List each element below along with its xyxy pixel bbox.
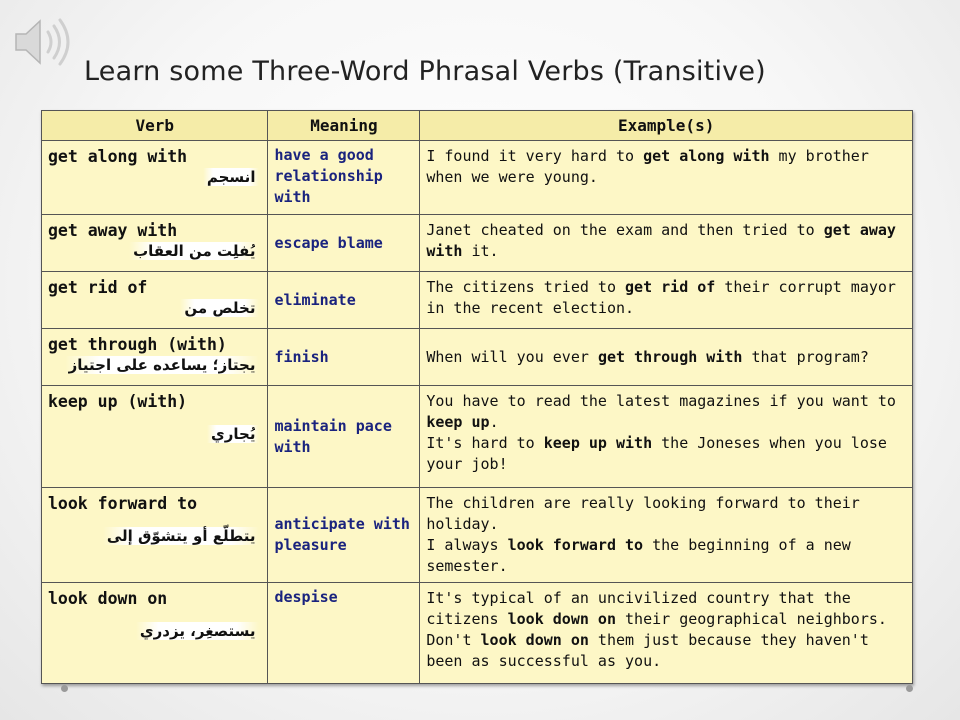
example-fragment: I always	[426, 536, 508, 554]
example-fragment: the Joneses when you lose your job!	[426, 434, 887, 473]
arabic-translation-text: يُجاري	[207, 425, 259, 443]
example-cell	[420, 488, 913, 583]
slide-corner-dot	[61, 685, 68, 692]
verb-text: keep up (with)	[48, 392, 188, 411]
meaning-text: have a good relationship with	[274, 146, 383, 206]
meaning-cell	[268, 141, 420, 215]
example-fragment: Janet cheated on the exam and then tried to	[426, 221, 824, 239]
example-sentence	[426, 146, 906, 188]
example-sentence	[426, 493, 906, 535]
phrasal-verb-highlight: look forward to	[507, 536, 644, 554]
table-row	[42, 215, 913, 272]
table-row	[42, 583, 913, 684]
phrasal-verb-highlight: look down on	[480, 631, 589, 649]
page-title: Learn some Three-Word Phrasal Verbs (Transitive)	[84, 56, 766, 87]
meaning-text: anticipate with pleasure	[274, 515, 410, 554]
example-sentence	[426, 535, 906, 577]
table-header-row	[42, 111, 913, 141]
speaker-volume-icon[interactable]	[10, 12, 76, 72]
example-fragment: them just because they haven't been as successful as you.	[426, 631, 869, 670]
header-meaning: Meaning	[268, 111, 420, 141]
meaning-cell	[268, 488, 420, 583]
arabic-translation	[42, 297, 267, 317]
example-text	[420, 386, 912, 480]
example-fragment: that program?	[742, 347, 869, 366]
slide-corner-dot	[906, 685, 913, 692]
arabic-translation-text: يجتاز؛ يساعده على اجتياز	[65, 356, 260, 374]
example-sentence	[426, 347, 906, 368]
verb-cell	[42, 386, 268, 488]
example-cell	[420, 329, 913, 386]
example-fragment: their corrupt mayor in the recent election.	[426, 278, 896, 317]
phrasal-verb-highlight: get along with	[643, 147, 770, 165]
example-text	[420, 215, 912, 267]
arabic-translation	[42, 513, 267, 545]
example-fragment: The citizens tried to	[426, 278, 626, 296]
arabic-translation	[42, 240, 267, 260]
arabic-translation-text: يتطلّع أو يتشوّق إلى	[103, 527, 260, 545]
verb-cell	[42, 141, 268, 215]
example-sentence	[426, 220, 906, 262]
table-row	[42, 272, 913, 329]
example-fragment: my brother when we were young.	[426, 147, 869, 186]
arabic-translation	[42, 411, 267, 443]
arabic-translation-text: يُفلِت من العقاب	[129, 242, 259, 260]
table-row	[42, 141, 913, 215]
example-fragment: You have to read the latest magazines if you want to	[426, 392, 896, 410]
example-fragment: .	[489, 413, 499, 431]
verb-text: get rid of	[48, 278, 148, 297]
example-fragment: It's typical of an uncivilized country that the citizens	[426, 589, 851, 628]
example-sentence	[426, 391, 906, 433]
example-fragment: the beginning of a new semester.	[426, 536, 851, 575]
phrasal-verb-highlight: get away with	[426, 221, 896, 260]
example-cell	[420, 272, 913, 329]
example-sentence	[426, 588, 906, 630]
example-cell	[420, 386, 913, 488]
example-cell	[420, 141, 913, 215]
meaning-text: maintain pace with	[274, 416, 392, 456]
meaning-cell	[268, 329, 420, 386]
verb-cell	[42, 272, 268, 329]
meaning-text: eliminate	[274, 290, 356, 309]
verb-text: get away with	[48, 221, 178, 240]
verb-cell	[42, 583, 268, 684]
example-fragment: I found it very hard to	[426, 147, 644, 165]
phrasal-verb-highlight: get rid of	[625, 278, 716, 296]
arabic-translation-text: انسجم	[203, 168, 260, 186]
example-text	[420, 342, 912, 373]
verb-cell	[42, 329, 268, 386]
meaning-text: escape blame	[274, 233, 383, 252]
example-cell	[420, 215, 913, 272]
verb-cell	[42, 488, 268, 583]
example-fragment: their geographical neighbors.	[616, 610, 887, 628]
example-text	[420, 488, 912, 582]
verb-text: look down on	[48, 589, 168, 608]
verb-text: look forward to	[48, 494, 198, 513]
table-row	[42, 488, 913, 583]
example-sentence	[426, 277, 906, 319]
table-row	[42, 329, 913, 386]
phrasal-verbs-table	[41, 110, 913, 684]
meaning-cell	[268, 386, 420, 488]
arabic-translation	[42, 608, 267, 640]
arabic-translation	[42, 166, 267, 186]
example-fragment: It's hard to	[426, 434, 544, 452]
table-row	[42, 386, 913, 488]
meaning-cell	[268, 215, 420, 272]
example-fragment: it.	[462, 242, 499, 260]
example-text	[420, 141, 912, 193]
phrasal-verb-highlight: look down on	[507, 610, 616, 628]
example-cell	[420, 583, 913, 684]
meaning-text: finish	[274, 347, 329, 366]
meaning-cell	[268, 583, 420, 684]
meaning-text: despise	[274, 588, 338, 606]
example-fragment: The children are really looking forward to their holiday.	[426, 494, 860, 533]
verb-text: get through (with)	[48, 335, 227, 354]
arabic-translation-text: تخلص من	[180, 299, 259, 317]
example-text	[420, 272, 912, 324]
example-sentence	[426, 433, 906, 475]
header-examples: Example(s)	[420, 111, 913, 141]
meaning-cell	[268, 272, 420, 329]
phrasal-verb-highlight: keep up with	[543, 434, 653, 452]
example-text	[420, 583, 912, 677]
arabic-translation	[42, 354, 267, 374]
phrasal-verb-highlight: keep up	[426, 413, 490, 431]
example-sentence	[426, 630, 906, 672]
header-verb: Verb	[42, 111, 268, 141]
example-fragment: When will you ever	[426, 347, 598, 366]
verb-text: get along with	[48, 147, 188, 166]
verb-cell	[42, 215, 268, 272]
arabic-translation-text: يستصغِر، يزدري	[136, 622, 260, 640]
example-fragment: Don't	[426, 631, 481, 649]
phrasal-verb-highlight: get through with	[597, 347, 743, 366]
